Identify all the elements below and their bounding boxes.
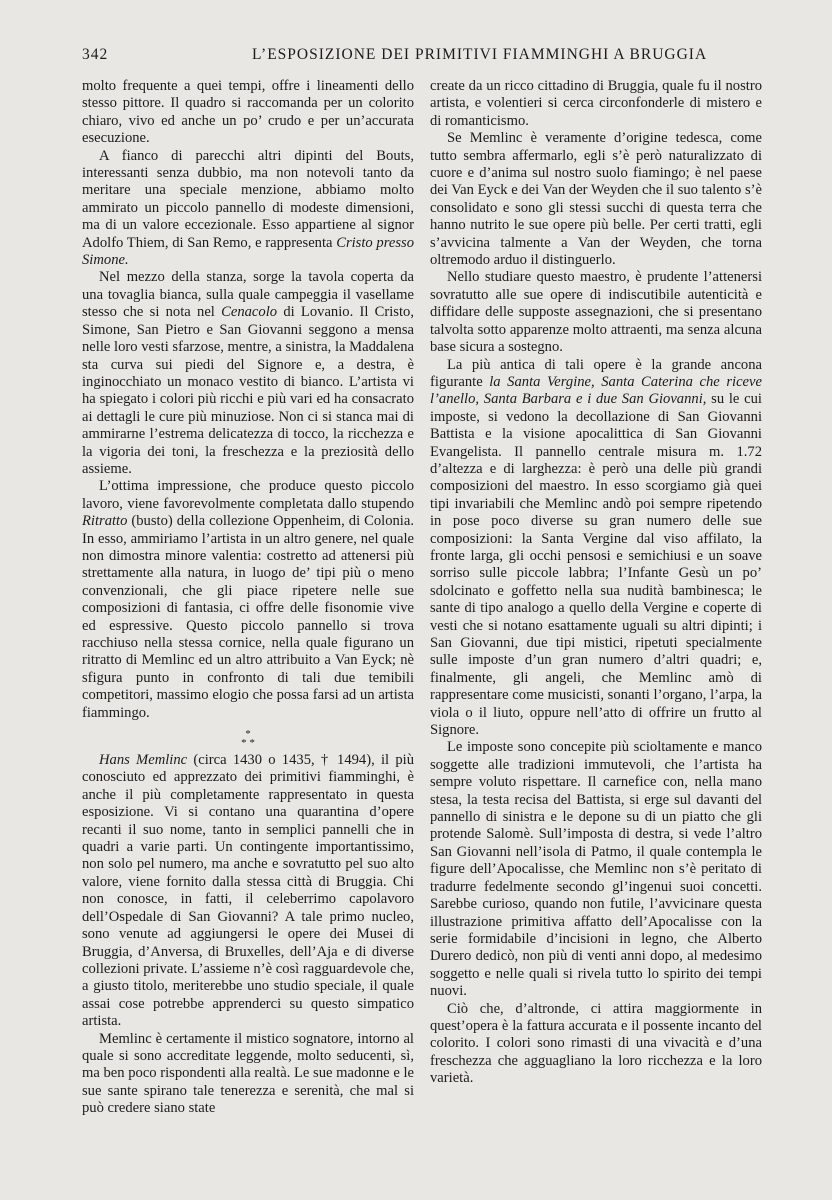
paragraph: create da un ricco cittadino di Bruggia, quale fu il nostro artista, e volentieri si cerca circonfonderle di mistero e di romanticismo. bbox=[430, 78, 762, 129]
italic-name: Hans Memlinc bbox=[99, 752, 188, 769]
paragraph: Nello studiare questo maestro, è prudente l’attenersi sovratutto alle sue opere di indiscutibile autenticità e diffidare delle supposte assegnazioni, che si presentano talvolta sotto apparenze molto attraenti, ma senza alcuna base sicura a sostegno. bbox=[430, 269, 762, 356]
paragraph: L’ottima impressione, che produce questo piccolo lavoro, viene favorevolmente completata dallo stupendo Ritratto (busto) della collezione Oppenheim, di Colonia. In esso, ammiriamo l’artista in un altro genere, nel quale non dimostra minore valentia: costretto ad attenersi più strettamente alla natura, in luogo de’ tipi più o meno convenzionali, che gli piace ripetere nelle sue composizioni di fantasia, ci offre delle fisonomie vive ed espressive. Questo piccolo pannello si trova racchiuso nella stessa cornice, nella quale figurano un ritratto di Memlinc ed un altro attribuito a Van Eyck; nè sfigura punto in confronto di tali due temibili competitori, massimo elogio che possa farsi ad un artista fiammingo. bbox=[82, 478, 414, 721]
paragraph: Memlinc è certamente il mistico sognatore, intorno al quale si sono accreditate leggende, molto seducenti, sì, ma ben poco rispondenti alla realtà. Le sue madonne e le sue sante spirano tale tenerezza e serenità, che mal si può credere siano state bbox=[82, 1030, 414, 1117]
paragraph: Hans Memlinc (circa 1430 o 1435, † 1494), il più conosciuto ed apprezzato dei primitivi fiamminghi, è anche il più completamente rappresentato in questa esposizione. Vi si contano una quarantina d’opere recanti il suo nome, tanto in semplici pannelli che in quadri a varie parti. Un contingente importantissimo, non solo pel numero, ma anche e sovratutto pel suo alto valore, viene fornito dalla stessa città di Bruggia. Chi non conosce, in fatti, il celeberrimo capolavoro dell’Ospedale di San Giovanni? A tale primo nucleo, sono venute ad aggiungersi le opere dei Musei di Bruggia, d’Anversa, di Bruxelles, dell’Aja e di diverse collezioni private. L’assieme n’è così ragguardevole che, a giusto titolo, meriterebbe uno studio speciale, il quale assai cose potrebbe apprenderci su questo simpatico artista. bbox=[82, 752, 414, 1030]
paragraph: Se Memlinc è veramente d’origine tedesca, come tutto sembra affermarlo, egli s’è però naturalizzato di cuore e d’anima sul nostro suolo fiamingo; è nel paese dei Van Eyck e dei Van der Weyden che il suo talento s’è consolidato e sono gli stessi succhi di questa terra che hanno nutrito le sue opere più belle. Per certi tratti, egli s’avvicina talmente a Van der Weyden, che torna oltremodo arduo il distinguerlo. bbox=[430, 130, 762, 269]
italic-title: Ritratto bbox=[82, 513, 128, 530]
italic-title: Cristo presso Simone. bbox=[82, 234, 414, 269]
page-number: 342 bbox=[82, 46, 109, 63]
right-column bbox=[430, 78, 762, 1088]
page-header bbox=[82, 46, 772, 68]
left-column bbox=[82, 78, 414, 1118]
running-title: L’ESPOSIZIONE DEI PRIMITIVI FIAMMINGHI A BRUGGIA bbox=[252, 46, 708, 63]
italic-title: la Santa Vergine, Santa Caterina che riceve l’anello, Santa Barbara e i due San Giovanni, bbox=[430, 373, 762, 408]
paragraph: A fianco di parecchi altri dipinti del Bouts, interessanti senza dubbio, ma non notevoli tanto da meritare una speciale menzione, abbiamo molto ammirato un piccolo pannello di modeste dimensioni, ma di un valore eccezionale. Esso appartiene al signor Adolfo Thiem, di San Remo, e rappresenta Cristo presso Simone. bbox=[82, 147, 414, 269]
paragraph: molto frequente a quei tempi, offre i lineamenti dello stesso pittore. Il quadro si raccomanda per un colorito chiaro, vivo ed anche un po’ crudo e per un’accurata esecuzione. bbox=[82, 78, 414, 147]
paragraph: Le imposte sono concepite più scioltamente e manco soggette alle tradizioni immutevoli, che l’artista ha sempre voluto rispettare. Il carnefice con, nella mano stesa, la testa recisa del Battista, si erge sul davanti del pannello di sinistra e le depone su di un piatto che gli protende Salomè. Sull’imposta di destra, si vede l’altro San Giovanni nell’isola di Patmo, il quale contempla le figure dell’Apocalisse, che Memlinc non s’è peritato di tradurre fedelmente secondo gl’ingenui suoi concetti. Sarebbe curioso, quando non futile, l’avvicinare questa illustrazione primitiva affatto dell’Apocalisse con la serie formidabile d’incisioni in legno, che Alberto Durero dedicò, non più di venti anni dopo, al medesimo soggetto e nelle quali si rivela tutto lo spirito dei tempi nuovi. bbox=[430, 739, 762, 1000]
italic-title: Cenacolo bbox=[221, 304, 278, 321]
section-separator: * * * bbox=[241, 728, 255, 750]
paragraph: La più antica di tali opere è la grande ancona figurante la Santa Vergine, Santa Caterina che riceve l’anello, Santa Barbara e i due San Giovanni, su le cui imposte, si vedono la decollazione di San Giovanni Battista e la visione apocalittica di San Giovanni Evangelista. Il pannello centrale misura m. 1.72 d’altezza e di larghezza: è però una delle più grandi composizioni del maestro. In esso scorgiamo già quei tipi invariabili che Memlinc andò poi sempre ripetendo in pose poco diverse su gran numero delle sue composizioni: la Santa Vergine dal viso affilato, la fronte larga, gli occhi pensosi e semichiusi e un soave sorriso sulle piccole labbra; l’Infante Gesù un po’ sdolcinato e goffetto nella sua nudità bambinesca; le sante di tipo analogo a quello della Vergine e coperte di vesti che si notano esattamente uguali su altri dipinti; i San Giovanni, due tipi mistici, ripetuti specialmente sulle imposte d’un gran numero d’altri quadri; e, finalmente, gli angeli, che Memlinc amò di rappresentare come musicisti, sonanti l’organo, l’arpa, la viola o il liuto, oppure nell’atto di offrire un frutto al Signore. bbox=[430, 356, 762, 739]
paragraph: Ciò che, d’altronde, ci attira maggiormente in quest’opera è la fattura accurata e il possente incanto del colorito. I colori sono rimasti di una vivacità e d’una freschezza che agguagliano la loro ricchezza e la loro varietà. bbox=[430, 1000, 762, 1087]
paragraph: Nel mezzo della stanza, sorge la tavola coperta da una tovaglia bianca, sulla quale campeggia il vasellame stesso che si nota nel Cenacolo di Lovanio. Il Cristo, Simone, San Pietro e San Giovanni seggono a mensa nelle loro vesti sfarzose, mentre, a sinistra, la Maddalena sta curva sui piedi del Signore e, a destra, è inginocchiato un monaco vestito di bianco. L’artista vi ha spiegato i colori più ricchi e più vari ed ha consacrato ai dettagli le cure più minuziose. Non ci si stanca mai di ammirarne l’estrema delicatezza di tocco, la ricchezza e la vigoria dei toni, la freschezza e la preziosità dello assieme. bbox=[82, 269, 414, 477]
